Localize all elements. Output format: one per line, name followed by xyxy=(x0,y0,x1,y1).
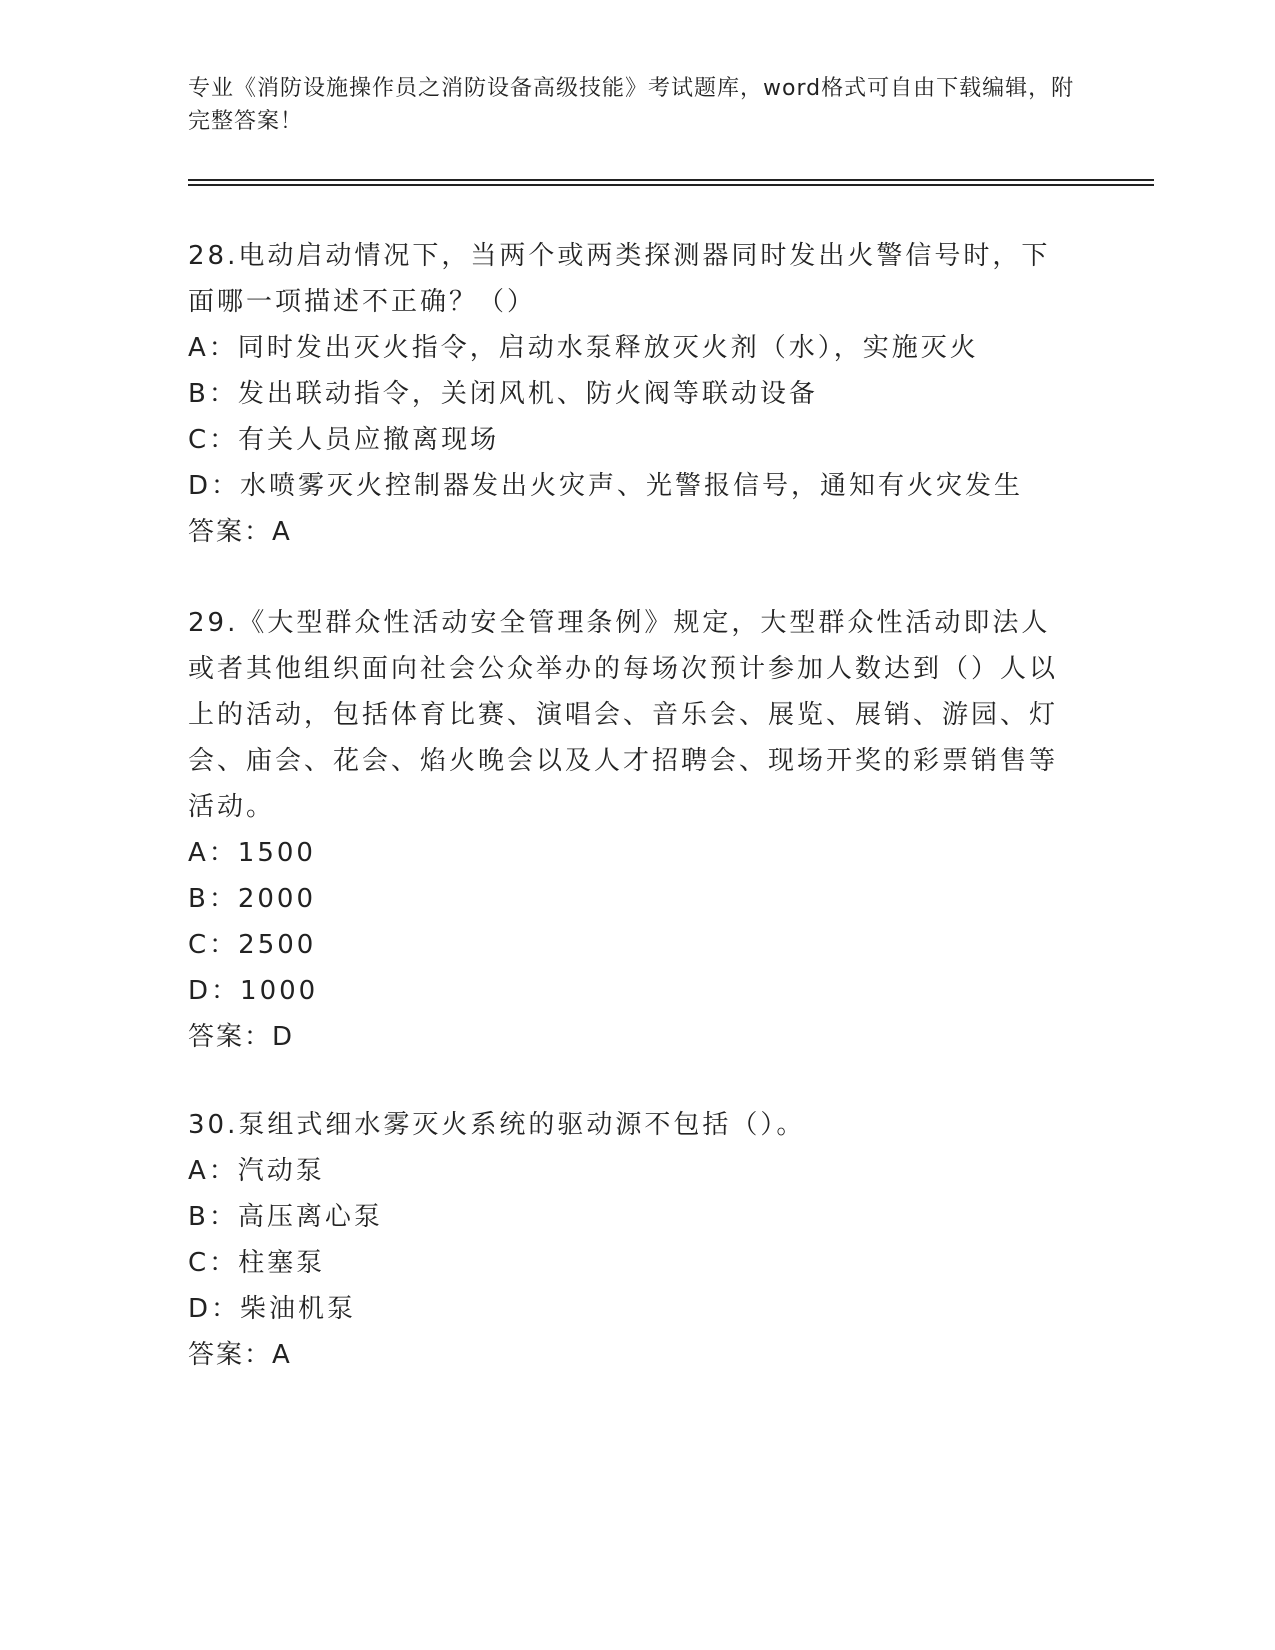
option-d: D：水喷雾灭火控制器发出火灾声、光警报信号，通知有火灾发生 xyxy=(188,471,1024,501)
answer: 答案：A xyxy=(188,517,292,547)
option-d: D：柴油机泵 xyxy=(188,1294,357,1324)
option-a: A：1500 xyxy=(188,838,316,868)
option-c: C：2500 xyxy=(188,930,317,960)
header-text: 专业《消防设施操作员之消防设备高级技能》考试题库，word格式可自由下载编辑，附完整答案！ xyxy=(188,76,1075,134)
question-28 xyxy=(188,233,1078,555)
question-stem: 30.泵组式细水雾灭火系统的驱动源不包括（）。 xyxy=(188,1110,806,1140)
question-stem: 29.《大型群众性活动安全管理条例》规定，大型群众性活动即法人或者其他组织面向社会公众举办的每场次预计参加人数达到（）人以上的活动，包括体育比赛、演唱会、音乐会、展览、展销、游园、灯会、庙会、花会、焰火晚会以及人才招聘会、现场开奖的彩票销售等活动。 xyxy=(188,608,1059,822)
option-b: B：2000 xyxy=(188,884,317,914)
option-c: C：有关人员应撤离现场 xyxy=(188,425,500,455)
header-divider-top xyxy=(188,179,1154,181)
answer: 答案：D xyxy=(188,1022,295,1052)
option-b: B：发出联动指令，关闭风机、防火阀等联动设备 xyxy=(188,379,818,409)
option-a: A：汽动泵 xyxy=(188,1156,325,1186)
answer: 答案：A xyxy=(188,1340,292,1370)
question-29 xyxy=(188,600,1078,1060)
option-b: B：高压离心泵 xyxy=(188,1202,383,1232)
option-a: A：同时发出灭火指令，启动水泵释放灭火剂（水），实施灭火 xyxy=(188,333,979,363)
question-30 xyxy=(188,1102,1078,1378)
header-divider-bottom xyxy=(188,184,1154,186)
document-header xyxy=(188,72,1078,138)
option-d: D：1000 xyxy=(188,976,319,1006)
question-stem: 28.电动启动情况下，当两个或两类探测器同时发出火警信号时，下面哪一项描述不正确？（） xyxy=(188,241,1051,317)
option-c: C：柱塞泵 xyxy=(188,1248,326,1278)
